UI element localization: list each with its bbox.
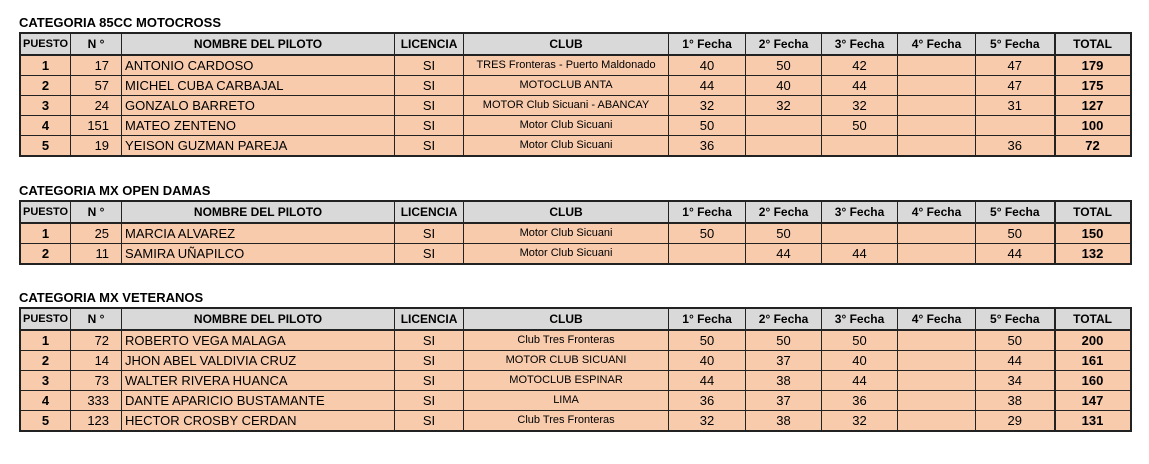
cell-club: LIMA [464, 391, 669, 411]
cell-fecha-2: 40 [746, 76, 822, 96]
cell-fecha-5: 31 [976, 96, 1055, 116]
cell-fecha-2 [746, 136, 822, 157]
cell-fecha-1: 36 [669, 391, 746, 411]
cell-fecha-2: 38 [746, 371, 822, 391]
cell-puesto: 2 [20, 351, 71, 371]
cell-total: 127 [1055, 96, 1131, 116]
cell-total: 100 [1055, 116, 1131, 136]
cell-numero: 151 [71, 116, 122, 136]
category-section [19, 14, 1132, 157]
cell-licencia: SI [395, 96, 464, 116]
cell-fecha-1: 32 [669, 411, 746, 432]
cell-puesto: 2 [20, 244, 71, 265]
cell-fecha-2 [746, 116, 822, 136]
cell-puesto: 2 [20, 76, 71, 96]
cell-fecha-4 [898, 391, 976, 411]
cell-total: 72 [1055, 136, 1131, 157]
cell-club: MOTOR Club Sicuani - ABANCAY [464, 96, 669, 116]
cell-fecha-5: 47 [976, 55, 1055, 76]
table-row [20, 351, 1131, 371]
cell-total: 131 [1055, 411, 1131, 432]
cell-nombre: GONZALO BARRETO [122, 96, 395, 116]
cell-fecha-4 [898, 371, 976, 391]
column-header-numero: N ° [71, 201, 122, 223]
column-header-nombre: NOMBRE DEL PILOTO [122, 33, 395, 55]
cell-puesto: 1 [20, 330, 71, 351]
table-row [20, 96, 1131, 116]
cell-fecha-4 [898, 351, 976, 371]
cell-licencia: SI [395, 116, 464, 136]
table-row [20, 76, 1131, 96]
cell-fecha-5: 47 [976, 76, 1055, 96]
cell-fecha-3: 36 [822, 391, 898, 411]
cell-fecha-4 [898, 96, 976, 116]
cell-nombre: ANTONIO CARDOSO [122, 55, 395, 76]
cell-numero: 25 [71, 223, 122, 244]
cell-puesto: 1 [20, 223, 71, 244]
cell-fecha-3: 50 [822, 116, 898, 136]
column-header-fecha-1: 1° Fecha [669, 308, 746, 330]
cell-fecha-3: 40 [822, 351, 898, 371]
cell-puesto: 3 [20, 96, 71, 116]
cell-puesto: 5 [20, 411, 71, 432]
cell-fecha-5: 29 [976, 411, 1055, 432]
cell-fecha-5: 50 [976, 330, 1055, 351]
category-section [19, 289, 1132, 432]
cell-club: MOTOCLUB ESPINAR [464, 371, 669, 391]
column-header-fecha-5: 5° Fecha [976, 201, 1055, 223]
cell-club: MOTOR CLUB SICUANI [464, 351, 669, 371]
cell-club: MOTOCLUB ANTA [464, 76, 669, 96]
cell-nombre: MATEO ZENTENO [122, 116, 395, 136]
column-header-fecha-3: 3° Fecha [822, 201, 898, 223]
cell-total: 179 [1055, 55, 1131, 76]
column-header-fecha-1: 1° Fecha [669, 201, 746, 223]
column-header-fecha-4: 4° Fecha [898, 201, 976, 223]
cell-total: 150 [1055, 223, 1131, 244]
column-header-fecha-2: 2° Fecha [746, 201, 822, 223]
table-row [20, 55, 1131, 76]
cell-fecha-2: 32 [746, 96, 822, 116]
column-header-licencia: LICENCIA [395, 201, 464, 223]
column-header-total: TOTAL [1055, 201, 1131, 223]
cell-puesto: 3 [20, 371, 71, 391]
cell-licencia: SI [395, 330, 464, 351]
cell-numero: 123 [71, 411, 122, 432]
cell-numero: 19 [71, 136, 122, 157]
cell-fecha-5: 36 [976, 136, 1055, 157]
cell-fecha-3: 44 [822, 371, 898, 391]
table-header-row [20, 201, 1131, 223]
cell-total: 200 [1055, 330, 1131, 351]
cell-fecha-4 [898, 55, 976, 76]
cell-numero: 24 [71, 96, 122, 116]
category-title: CATEGORIA MX OPEN DAMAS [19, 183, 211, 198]
cell-fecha-3 [822, 223, 898, 244]
cell-fecha-1: 36 [669, 136, 746, 157]
cell-nombre: MARCIA ALVAREZ [122, 223, 395, 244]
cell-total: 161 [1055, 351, 1131, 371]
cell-puesto: 4 [20, 116, 71, 136]
cell-fecha-4 [898, 244, 976, 265]
column-header-fecha-3: 3° Fecha [822, 308, 898, 330]
cell-fecha-1 [669, 244, 746, 265]
cell-fecha-4 [898, 116, 976, 136]
column-header-fecha-5: 5° Fecha [976, 33, 1055, 55]
cell-nombre: WALTER RIVERA HUANCA [122, 371, 395, 391]
cell-fecha-4 [898, 76, 976, 96]
cell-fecha-1: 32 [669, 96, 746, 116]
cell-licencia: SI [395, 411, 464, 432]
results-table [19, 32, 1132, 157]
cell-licencia: SI [395, 136, 464, 157]
cell-numero: 14 [71, 351, 122, 371]
column-header-club: CLUB [464, 308, 669, 330]
cell-fecha-2: 37 [746, 351, 822, 371]
category-title: CATEGORIA 85CC MOTOCROSS [19, 15, 222, 30]
cell-fecha-1: 40 [669, 55, 746, 76]
column-header-licencia: LICENCIA [395, 33, 464, 55]
cell-numero: 57 [71, 76, 122, 96]
cell-fecha-2: 38 [746, 411, 822, 432]
cell-numero: 11 [71, 244, 122, 265]
column-header-fecha-1: 1° Fecha [669, 33, 746, 55]
cell-fecha-2: 37 [746, 391, 822, 411]
column-header-nombre: NOMBRE DEL PILOTO [122, 201, 395, 223]
cell-licencia: SI [395, 371, 464, 391]
cell-numero: 333 [71, 391, 122, 411]
cell-fecha-2: 50 [746, 55, 822, 76]
cell-total: 175 [1055, 76, 1131, 96]
category-title: CATEGORIA MX VETERANOS [19, 290, 204, 305]
cell-puesto: 4 [20, 391, 71, 411]
cell-club: Motor Club Sicuani [464, 116, 669, 136]
category-section [19, 182, 1132, 265]
cell-nombre: MICHEL CUBA CARBAJAL [122, 76, 395, 96]
cell-licencia: SI [395, 55, 464, 76]
cell-nombre: DANTE APARICIO BUSTAMANTE [122, 391, 395, 411]
column-header-fecha-4: 4° Fecha [898, 33, 976, 55]
cell-fecha-5: 44 [976, 351, 1055, 371]
column-header-club: CLUB [464, 33, 669, 55]
cell-fecha-4 [898, 411, 976, 432]
cell-licencia: SI [395, 244, 464, 265]
cell-fecha-2: 50 [746, 330, 822, 351]
column-header-numero: N ° [71, 308, 122, 330]
cell-fecha-5 [976, 116, 1055, 136]
cell-fecha-4 [898, 223, 976, 244]
cell-fecha-4 [898, 330, 976, 351]
column-header-fecha-5: 5° Fecha [976, 308, 1055, 330]
table-row [20, 391, 1131, 411]
cell-fecha-3: 50 [822, 330, 898, 351]
table-row [20, 330, 1131, 351]
column-header-fecha-3: 3° Fecha [822, 33, 898, 55]
cell-club: Motor Club Sicuani [464, 244, 669, 265]
cell-licencia: SI [395, 391, 464, 411]
cell-licencia: SI [395, 76, 464, 96]
cell-numero: 17 [71, 55, 122, 76]
column-header-total: TOTAL [1055, 308, 1131, 330]
cell-fecha-1: 50 [669, 223, 746, 244]
table-row [20, 411, 1131, 432]
cell-licencia: SI [395, 351, 464, 371]
table-row [20, 371, 1131, 391]
cell-fecha-3: 32 [822, 96, 898, 116]
column-header-puesto: PUESTO [20, 33, 71, 55]
cell-fecha-5: 50 [976, 223, 1055, 244]
cell-nombre: SAMIRA UÑAPILCO [122, 244, 395, 265]
column-header-fecha-2: 2° Fecha [746, 308, 822, 330]
cell-fecha-1: 44 [669, 76, 746, 96]
table-header-row [20, 33, 1131, 55]
cell-nombre: YEISON GUZMAN PAREJA [122, 136, 395, 157]
table-header-row [20, 308, 1131, 330]
cell-fecha-3 [822, 136, 898, 157]
cell-fecha-1: 50 [669, 116, 746, 136]
cell-nombre: ROBERTO VEGA MALAGA [122, 330, 395, 351]
cell-licencia: SI [395, 223, 464, 244]
table-row [20, 136, 1131, 157]
column-header-puesto: PUESTO [20, 201, 71, 223]
cell-total: 147 [1055, 391, 1131, 411]
cell-numero: 73 [71, 371, 122, 391]
cell-club: Club Tres Fronteras [464, 330, 669, 351]
table-row [20, 244, 1131, 265]
column-header-fecha-4: 4° Fecha [898, 308, 976, 330]
table-row [20, 116, 1131, 136]
cell-fecha-3: 32 [822, 411, 898, 432]
results-table [19, 307, 1132, 432]
column-header-nombre: NOMBRE DEL PILOTO [122, 308, 395, 330]
cell-fecha-5: 44 [976, 244, 1055, 265]
cell-fecha-3: 42 [822, 55, 898, 76]
cell-fecha-5: 38 [976, 391, 1055, 411]
cell-club: TRES Fronteras - Puerto Maldonado [464, 55, 669, 76]
cell-nombre: HECTOR CROSBY CERDAN [122, 411, 395, 432]
cell-fecha-1: 44 [669, 371, 746, 391]
column-header-puesto: PUESTO [20, 308, 71, 330]
column-header-licencia: LICENCIA [395, 308, 464, 330]
cell-fecha-1: 40 [669, 351, 746, 371]
cell-club: Motor Club Sicuani [464, 136, 669, 157]
column-header-total: TOTAL [1055, 33, 1131, 55]
cell-total: 132 [1055, 244, 1131, 265]
cell-fecha-2: 44 [746, 244, 822, 265]
column-header-club: CLUB [464, 201, 669, 223]
cell-fecha-5: 34 [976, 371, 1055, 391]
cell-fecha-3: 44 [822, 244, 898, 265]
cell-fecha-3: 44 [822, 76, 898, 96]
cell-fecha-4 [898, 136, 976, 157]
cell-nombre: JHON ABEL VALDIVIA CRUZ [122, 351, 395, 371]
cell-fecha-2: 50 [746, 223, 822, 244]
cell-fecha-1: 50 [669, 330, 746, 351]
cell-total: 160 [1055, 371, 1131, 391]
table-row [20, 223, 1131, 244]
cell-puesto: 5 [20, 136, 71, 157]
cell-puesto: 1 [20, 55, 71, 76]
cell-club: Club Tres Fronteras [464, 411, 669, 432]
column-header-fecha-2: 2° Fecha [746, 33, 822, 55]
cell-numero: 72 [71, 330, 122, 351]
column-header-numero: N ° [71, 33, 122, 55]
results-table [19, 200, 1132, 265]
cell-club: Motor Club Sicuani [464, 223, 669, 244]
